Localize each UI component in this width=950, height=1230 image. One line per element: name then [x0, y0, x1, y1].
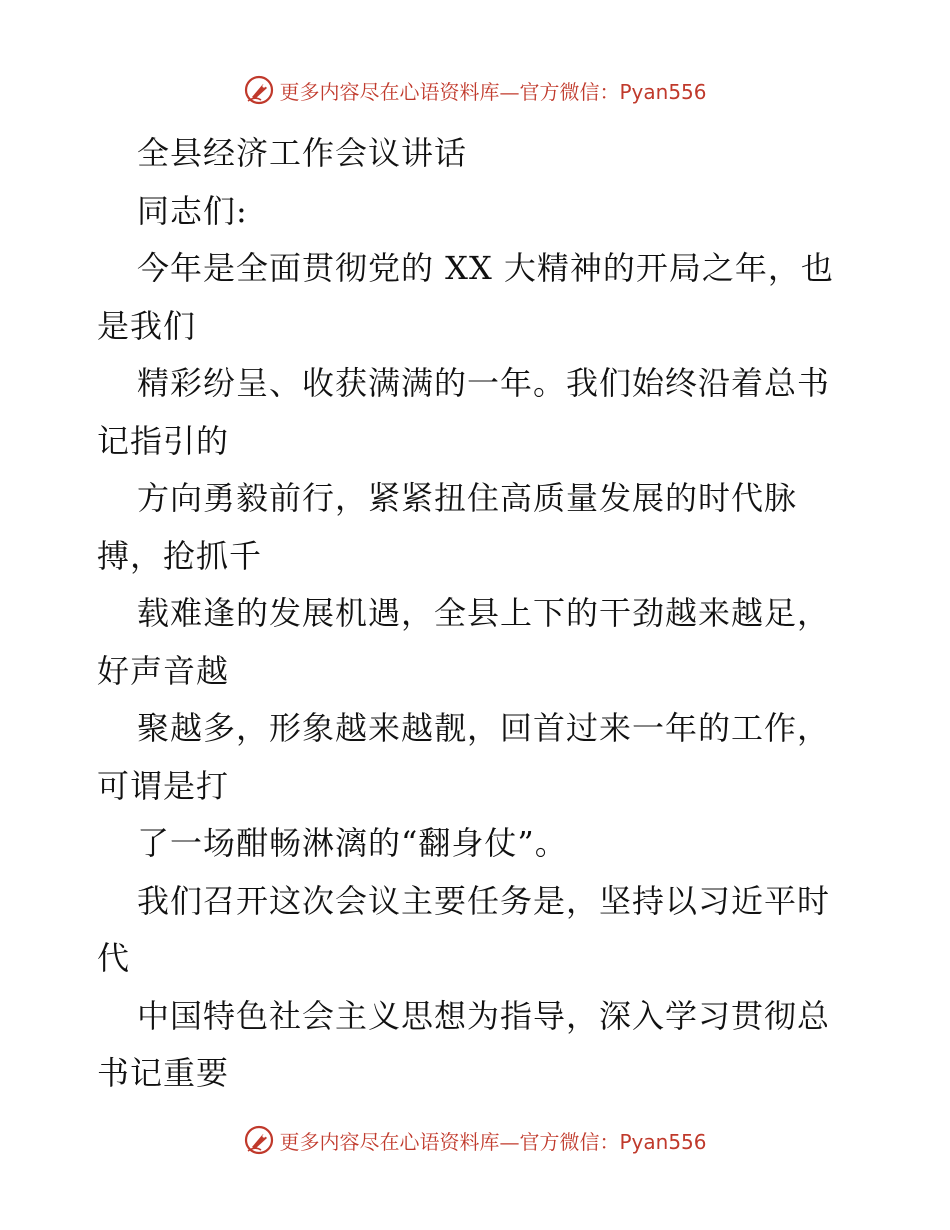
document-body — [97, 125, 857, 1103]
text-line: 可谓是打 — [97, 766, 230, 805]
text-line: 精彩纷呈、收获满满的一年。我们始终沿着总书 — [137, 364, 831, 402]
footer-banner — [0, 1120, 950, 1160]
salutation: 同志们: — [137, 191, 248, 230]
pen-nib-logo-icon — [243, 1124, 275, 1156]
document-title: 全县经济工作会议讲话 — [137, 134, 468, 172]
text-line: 载难逢的发展机遇，全县上下的干劲越来越足， — [137, 594, 831, 632]
text-line: 中国特色社会主义思想为指导，深入学习贯彻总 — [137, 996, 831, 1035]
text-line: 今年是全面贯彻党的 XX 大精神的开局之年，也 — [137, 249, 834, 287]
text-line: 搏，抢抓千 — [97, 536, 263, 575]
header-banner — [0, 70, 950, 110]
text-line: 书记重要 — [97, 1054, 230, 1092]
text-line: 了一场酣畅淋漓的“翻身仗”。 — [137, 824, 568, 862]
text-line: 我们召开这次会议主要任务是，坚持以习近平时 — [137, 881, 831, 920]
text-line: 聚越多，形象越来越靓，回首过来一年的工作， — [137, 709, 831, 747]
text-line: 好声音越 — [97, 651, 230, 690]
banner-text: 更多内容尽在心语资料库—官方微信：Pyan556 — [279, 79, 707, 104]
text-line: 记指引的 — [97, 421, 230, 460]
text-line: 方向勇毅前行，紧紧扭住高质量发展的时代脉 — [137, 479, 798, 517]
pen-nib-logo-icon — [243, 74, 275, 106]
banner-text: 更多内容尽在心语资料库—官方微信：Pyan556 — [279, 1129, 707, 1154]
text-line: 是我们 — [97, 306, 197, 345]
text-line: 代 — [97, 939, 131, 977]
